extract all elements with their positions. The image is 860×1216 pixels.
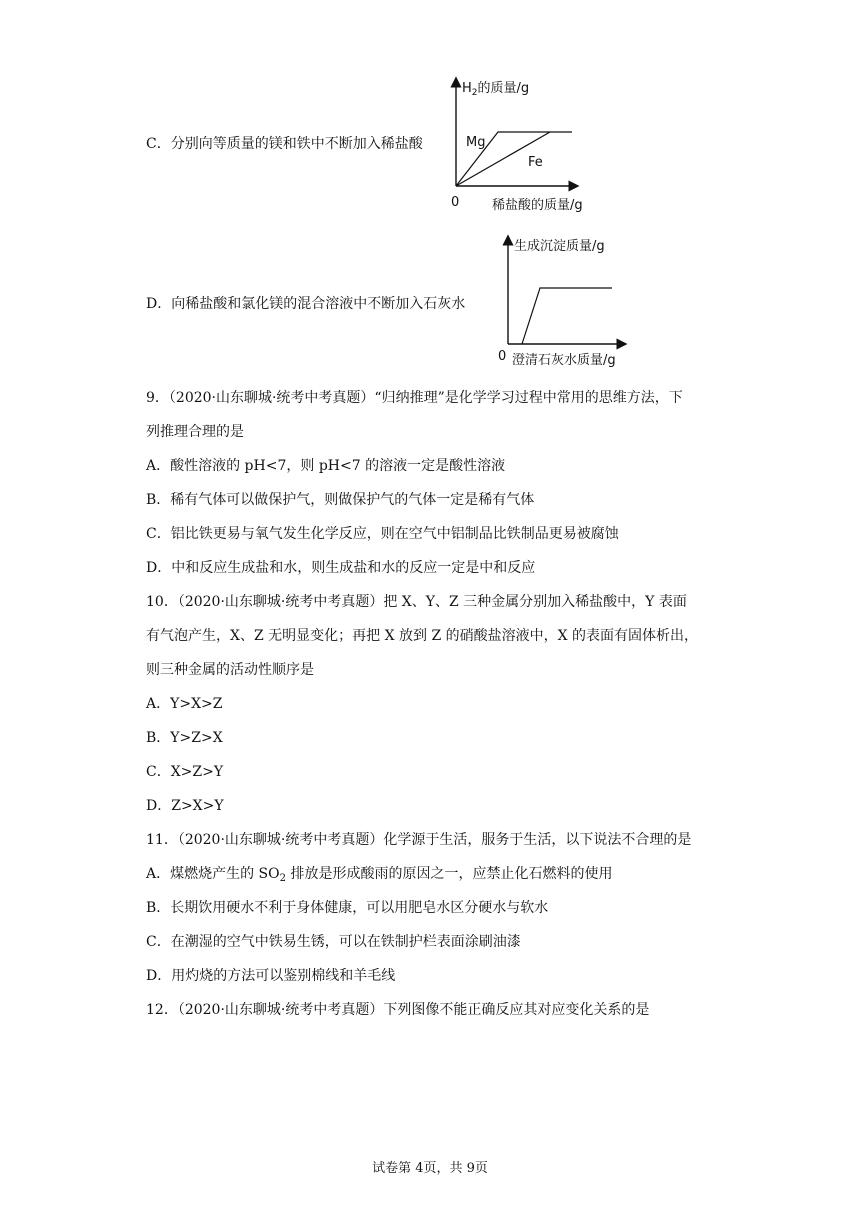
q9-stem-line2: 列推理合理的是 (146, 424, 244, 440)
q11-option-a (146, 864, 612, 889)
origin-label: 0 (451, 195, 460, 210)
q9-option-c: C．铝比铁更易与氧气发生化学反应，则在空气中铝制品比铁制品更易被腐蚀 (146, 526, 619, 542)
q11-option-d: D．用灼烧的方法可以鉴别棉线和羊毛线 (146, 968, 396, 984)
q9-stem-line1: 9．（2020·山东聊城·统考中考真题）“归纳推理”是化学学习过程中常用的思维方法，下 (146, 390, 683, 406)
q10-stem-line1: 10．（2020·山东聊城·统考中考真题）把 X、Y、Z 三种金属分别加入稀盐酸中，Y 表面 (146, 594, 687, 610)
series-label-mg: Mg (466, 135, 486, 150)
q11-option-b: B．长期饮用硬水不利于身体健康，可以用肥皂水区分硬水与软水 (146, 900, 549, 916)
q10-option-b: B．Y>Z>X (146, 730, 223, 746)
page-footer: 试卷第 4页，共 9页 (372, 1161, 488, 1176)
q12-stem: 12．（2020·山东聊城·统考中考真题）下列图像不能正确反应其对应变化关系的是 (146, 1002, 650, 1018)
q10-stem-line2: 有气泡产生，X、Z 无明显变化；再把 X 放到 Z 的硝酸盐溶液中，X 的表面有固体析出， (146, 628, 699, 644)
q10-option-c: C．X>Z>Y (146, 764, 224, 780)
x-axis-label: 稀盐酸的质量/g (492, 198, 583, 213)
origin-label: 0 (498, 349, 507, 364)
graph-d-precipitate-mass (480, 232, 650, 372)
x-axis-label: 澄清石灰水质量/g (512, 353, 616, 368)
q11-option-a-pre: A．煤燃烧产生的 SO (146, 866, 280, 882)
q9-option-a: A．酸性溶液的 pH<7，则 pH<7 的溶液一定是酸性溶液 (146, 458, 506, 474)
option-c-text: C．分别向等质量的镁和铁中不断加入稀盐酸 (146, 136, 423, 152)
q9-option-b: B．稀有气体可以做保护气，则做保护气的气体一定是稀有气体 (146, 492, 535, 508)
q11-option-a-post: 排放是形成酸雨的原因之一，应禁止化石燃料的使用 (286, 866, 613, 882)
q11-option-a-subscript: 2 (279, 873, 287, 884)
q11-option-c: C．在潮湿的空气中铁易生锈，可以在铁制护栏表面涂刷油漆 (146, 934, 521, 950)
q10-option-a: A．Y>X>Z (146, 696, 223, 712)
y-axis-label: $H_2$的质量/g (462, 81, 530, 98)
q9-option-d: D．中和反应生成盐和水，则生成盐和水的反应一定是中和反应 (146, 560, 536, 576)
series-label-fe: Fe (528, 155, 543, 170)
y-axis-label: 生成沉淀质量/g (514, 239, 605, 254)
graph-c-h2-mass (440, 74, 610, 216)
option-d-text: D．向稀盐酸和氯化镁的混合溶液中不断加入石灰水 (146, 296, 466, 312)
precipitate-curve (522, 288, 612, 344)
q10-stem-line3: 则三种金属的活动性顺序是 (146, 662, 314, 678)
q11-stem: 11．（2020·山东聊城·统考中考真题）化学源于生活，服务于生活，以下说法不合理的是 (146, 832, 692, 848)
q10-option-d: D．Z>X>Y (146, 798, 224, 814)
